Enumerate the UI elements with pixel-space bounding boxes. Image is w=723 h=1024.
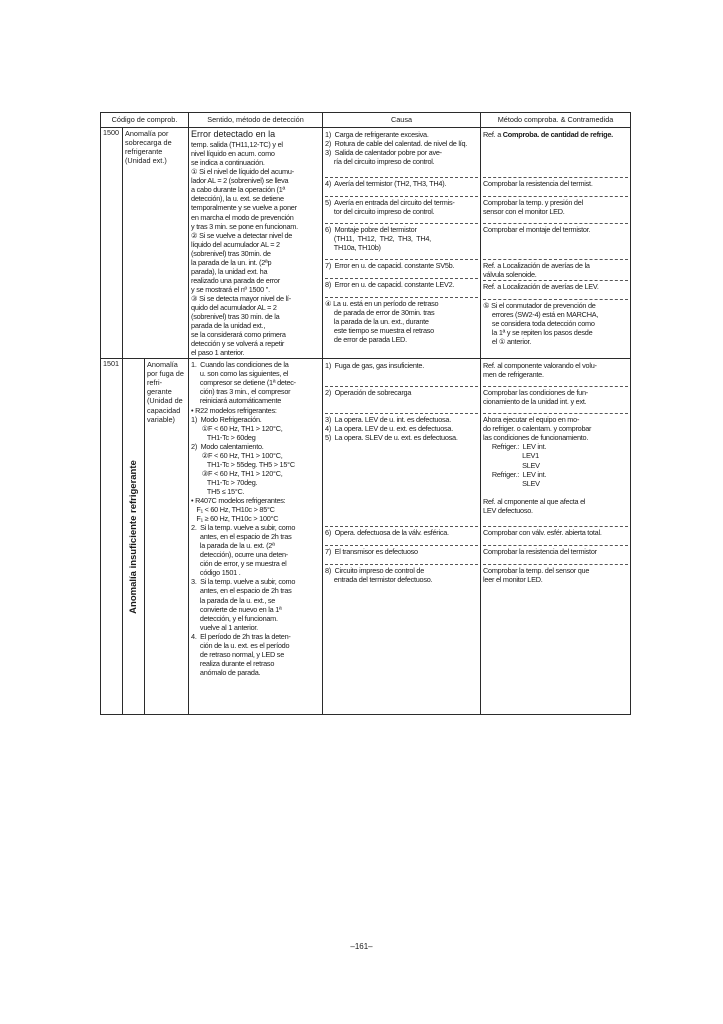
cause-segments-1500 [325,129,478,350]
method-line: LEV1 [483,451,539,461]
cause-line: la parada de la un. ext., durante [325,317,429,327]
method-segment [483,260,628,281]
detection-line: anómalo de parada. [191,667,261,677]
detection-line: ①F < 60 Hz, TH1 > 120°C, [191,423,283,433]
detection-line: ②F < 60 Hz, TH1 > 100°C, [191,450,283,460]
detection-line: temp. salida (TH11,12-TC) y el [191,140,283,150]
method-line: se considera toda detección como [483,319,595,329]
method-line: el ① anterior. [483,337,532,347]
cause-segments-1501 [325,360,478,597]
cause-line: 4) Avería del termistor (TH2, TH3, TH4). [325,179,447,188]
cause-line: 5) Avería en entrada del circuito del termis- [325,198,455,207]
method-line: Ref. a Localización de averías de LEV. [483,282,599,292]
method-line: Ref. a Comproba. de cantidad de refrige. [483,130,613,139]
detection-line: TH1-Tc > 70deg. [191,477,258,487]
method-line: Comprobar la temp. del sensor que [483,566,590,576]
cause-line: 3) Salida de calentador pobre por ave- [325,148,442,158]
cause-segment [325,178,478,197]
cause-line: ④ La u. está en un período de retraso [325,299,439,308]
method-segment [483,178,628,197]
cause-segment [325,414,478,527]
detection-line: TH5 ≤ 15°C. [191,486,245,496]
cause-segment [325,527,478,546]
detection-line: F₁ < 60 Hz, TH10c > 85°C [191,505,275,515]
cause-segment [325,298,478,350]
code-1501: 1501 [101,359,123,715]
method-segment [483,360,628,387]
detection-line: ① Si el nivel de líquido del acumu- [191,167,294,177]
cause-line: este tiempo se muestra el retraso [325,326,434,336]
method-segments-1501 [483,360,628,597]
detection-line: 1. Cuando las condiciones de la [191,360,289,370]
cause-line: 8) Circuito impreso de control de [325,566,425,576]
detection-line: el paso 1 anterior. [191,348,245,358]
method-line: Refriger.: LEV int. [483,469,547,479]
detection-line: código 1501 . [191,568,241,578]
code-1500: 1500 [101,128,123,359]
detection-line: antes, en el espacio de 2h tras [191,586,292,596]
cause-line: de error de parada LED. [325,335,407,345]
methods-1501 [481,359,631,715]
method-segment [483,546,628,565]
detection-line: realiza durante el retraso [191,658,275,668]
detection-line: parada de la unidad ext., [191,321,266,331]
detection-line: • R22 modelos refrigerantes: [191,405,277,415]
detection-line: u. son como las siguientes, el [191,369,289,379]
detection-line: temporalmente y se vuelve a poner [191,203,297,213]
detection-1501 [189,359,323,715]
detection-line: detección), la u. ext. se detiene [191,194,284,204]
detection-line: parada), la unidad ext. ha [191,266,268,276]
detection-line: ③F < 60 Hz, TH1 > 120°C, [191,468,283,478]
method-segment [483,197,628,224]
cause-line: 7) Error en u. de capacid. constante SV5b. [325,261,455,270]
detection-line: detección y se volverá a repetir [191,339,285,349]
method-segment [483,224,628,260]
cause-segment [325,279,478,298]
cause-line: de parada de error de 30min. tras [325,308,435,318]
causes-1501 [323,359,481,715]
detection-line: quido del acumulador AL = 2 [191,303,277,312]
detection-line: 2) Modo calentamiento. [191,441,264,451]
detection-line: se indica a continuación. [191,158,265,168]
detection-line: la parada de la un. int. (2ªp [191,257,272,267]
detection-line: compresor se detiene (1ª detec- [191,378,296,388]
method-line: Comprobar la resistencia del termist. [483,179,593,188]
method-line: sensor con el monitor LED. [483,207,565,217]
cause-segment [325,546,478,565]
detection-line: se la considerará como primera [191,330,286,340]
detection-line: (sobrenivel) tras 30 min. de la [191,312,280,322]
method-line: las condiciones de funcionamiento. [483,433,589,443]
method-line: SLEV [483,478,540,488]
detection-line: antes, en el espacio de 2h tras [191,532,292,542]
detection-line: F₁ ≥ 60 Hz, TH10c > 100°C [191,514,279,524]
method-line: Ahora ejecutar el equipo en mo- [483,415,580,425]
method-line: Ref. a Localización de averías de la [483,261,590,270]
vertical-label: Anomalía insuficiente refrigerante [127,459,139,614]
detection-line: la parada de la u. ext. (2ª [191,541,275,551]
cause-line: 6) Montaje pobre del termistor [325,225,417,234]
method-line: do refriger. o calentam. y comprobar [483,424,592,434]
method-line: men de refrigerante. [483,370,544,380]
cause-line: ría del circuito impreso de control. [325,157,435,167]
detection-line: líquido del acumulador AL = 2 [191,239,280,249]
diagnosis-table [100,112,631,715]
detection-line: y tras 3 min. se pone en funcionam. [191,221,298,231]
detection-line: 2. Si la temp. vuelve a subir, como [191,523,296,533]
method-line [483,488,628,497]
cause-line: 5) La opera. SLEV de u. ext. es defectuosa. [325,433,458,443]
method-line: Refriger.: LEV int. [483,442,547,452]
cause-line: entrada del termistor defectuoso. [325,575,433,585]
detection-line: ② Si se vuelve a detectar nivel de [191,230,293,240]
method-line: Comprobar el montaje del termistor. [483,225,591,234]
header-code: Código de comprob. [101,113,189,128]
header-detection: Sentido, método de detección [189,113,323,128]
method-line: ⑤ Si el conmutador de prevención de [483,301,596,311]
method-line: la 1ª y se repiten los pasos desde [483,328,593,338]
cause-line: 6) Opera. defectuosa de la válv. esférica. [325,528,449,538]
detection-line: (sobrenivel) tras 30min. de [191,248,271,258]
method-line: válvula solenoide. [483,270,537,280]
detection-line: ③ Si se detecta mayor nivel de lí- [191,293,291,303]
detection-line: ción de la u. ext. es el período [191,640,290,650]
method-line: Ref. al componente valorando el volu- [483,361,597,371]
detection-line: 4. El período de 2h tras la deten- [191,631,291,641]
detection-line: TH1-Tc > 60deg [191,432,256,442]
cause-line: (TH11, TH12, TH2, TH3, TH4, [325,234,431,244]
method-line: Comprobar la resistencia del termistor [483,547,597,557]
method-segments-1500 [483,129,628,352]
detection-line: TH1-Tc > 55deg. TH5 > 15°C [191,459,295,469]
method-segment [483,300,628,352]
detection-line: reiniciará automáticamente [191,396,282,406]
detection-line: detección), ocurre una deten- [191,550,288,560]
detection-line: 3. Si la temp. vuelve a subir, como [191,577,296,587]
detection-line: en marcha el modo de prevención [191,212,294,222]
method-line: cionamiento de la unidad int. y ext. [483,397,587,407]
cause-line: 2) Operación de sobrecarga [325,388,412,398]
cause-segment [325,129,478,178]
detection-line: lador AL = 2 (sobrenivel) se lleva [191,176,289,186]
detection-line: nivel líquido en acum. como [191,149,275,159]
detection-line: detección, y el funcionam. [191,613,278,623]
method-line: Comprobar la temp. y presión del [483,198,583,207]
detection-line: realizado una parada de error [191,275,280,285]
method-line: SLEV [483,460,540,470]
cause-line: 3) La opera. LEV de u. int. es defectuosa. [325,415,451,425]
method-segment [483,129,628,178]
cause-segment [325,360,478,387]
detection-line: a cabo durante la operación (1ª [191,185,285,195]
row-1501 [101,359,631,715]
cause-segment [325,224,478,260]
header-cause: Causa [323,113,481,128]
method-line: errores (SW2-4) está en MARCHA, [483,310,599,320]
method-line: leer el monitor LED. [483,575,543,585]
anomaly-1500: Anomalía por sobrecarga de refrigerante (Unidad ext.) [123,128,189,359]
row-1500 [101,128,631,359]
cause-line: 8) Error en u. de capacid. constante LEV2. [325,280,455,289]
detection-line: y se mostrará el nº 1500 ". [191,284,270,294]
cause-line: 2) Rotura de cable del calentad. de nivel de líq. [325,139,468,149]
causes-1500 [323,128,481,359]
bold-reference: Comproba. de cantidad de refrige. [502,130,613,139]
cause-segment [325,565,478,597]
page-number: –161– [350,942,373,951]
methods-1500 [481,128,631,359]
method-line: LEV defectuoso. [483,505,533,515]
header-method: Método comproba. & Contramedida [481,113,631,128]
method-segment [483,387,628,414]
cause-line: tor del circuito impreso de control. [325,207,435,217]
detection-title-1500: Error detectado en la [191,129,276,139]
detection-line: vuelve al 1 anterior. [191,622,258,632]
method-segment [483,565,628,597]
detection-1500 [189,128,323,359]
cause-line: 1) Fuga de gas, gas insuficiente. [325,361,425,371]
detection-line: 1) Modo Refrigeración. [191,414,262,424]
detection-line: • R407C modelos refrigerantes: [191,495,286,505]
detection-line: de retraso normal, y LED se [191,649,285,659]
detection-line: convierte de nuevo en la 1ª [191,604,282,614]
method-segment [483,281,628,300]
cause-line: 7) El transmisor es defectuoso [325,547,418,557]
header-row [101,113,631,128]
cause-segment [325,387,478,414]
cause-segment [325,260,478,279]
method-segment [483,527,628,546]
cause-line: 4) La opera. LEV de u. ext. es defectuosa. [325,424,454,434]
detection-line: ción de error, y se muestra el [191,559,287,569]
detection-line: la parada de la u. ext., se [191,595,276,605]
detection-lines-1501 [191,360,320,677]
method-line: Comprobar con válv. esfér. abierta total. [483,528,602,538]
method-segment [483,414,628,527]
cause-line: 1) Carga de refrigerante excesiva. [325,130,429,139]
cause-segment [325,197,478,224]
cause-line: TH10a, TH10b) [325,243,381,253]
method-line: Comprobar las condiciones de fun- [483,388,588,398]
method-line: Ref. al cmponente al que afecta el [483,496,586,506]
anomaly-1501: Anomalía por fuga de refri-gerante (Unidad de capacidad variable) [145,359,189,715]
detection-line: ción) tras 3 min., el compresor [191,387,291,397]
detection-lines-1500 [191,140,320,357]
vertical-label-cell [123,359,145,715]
